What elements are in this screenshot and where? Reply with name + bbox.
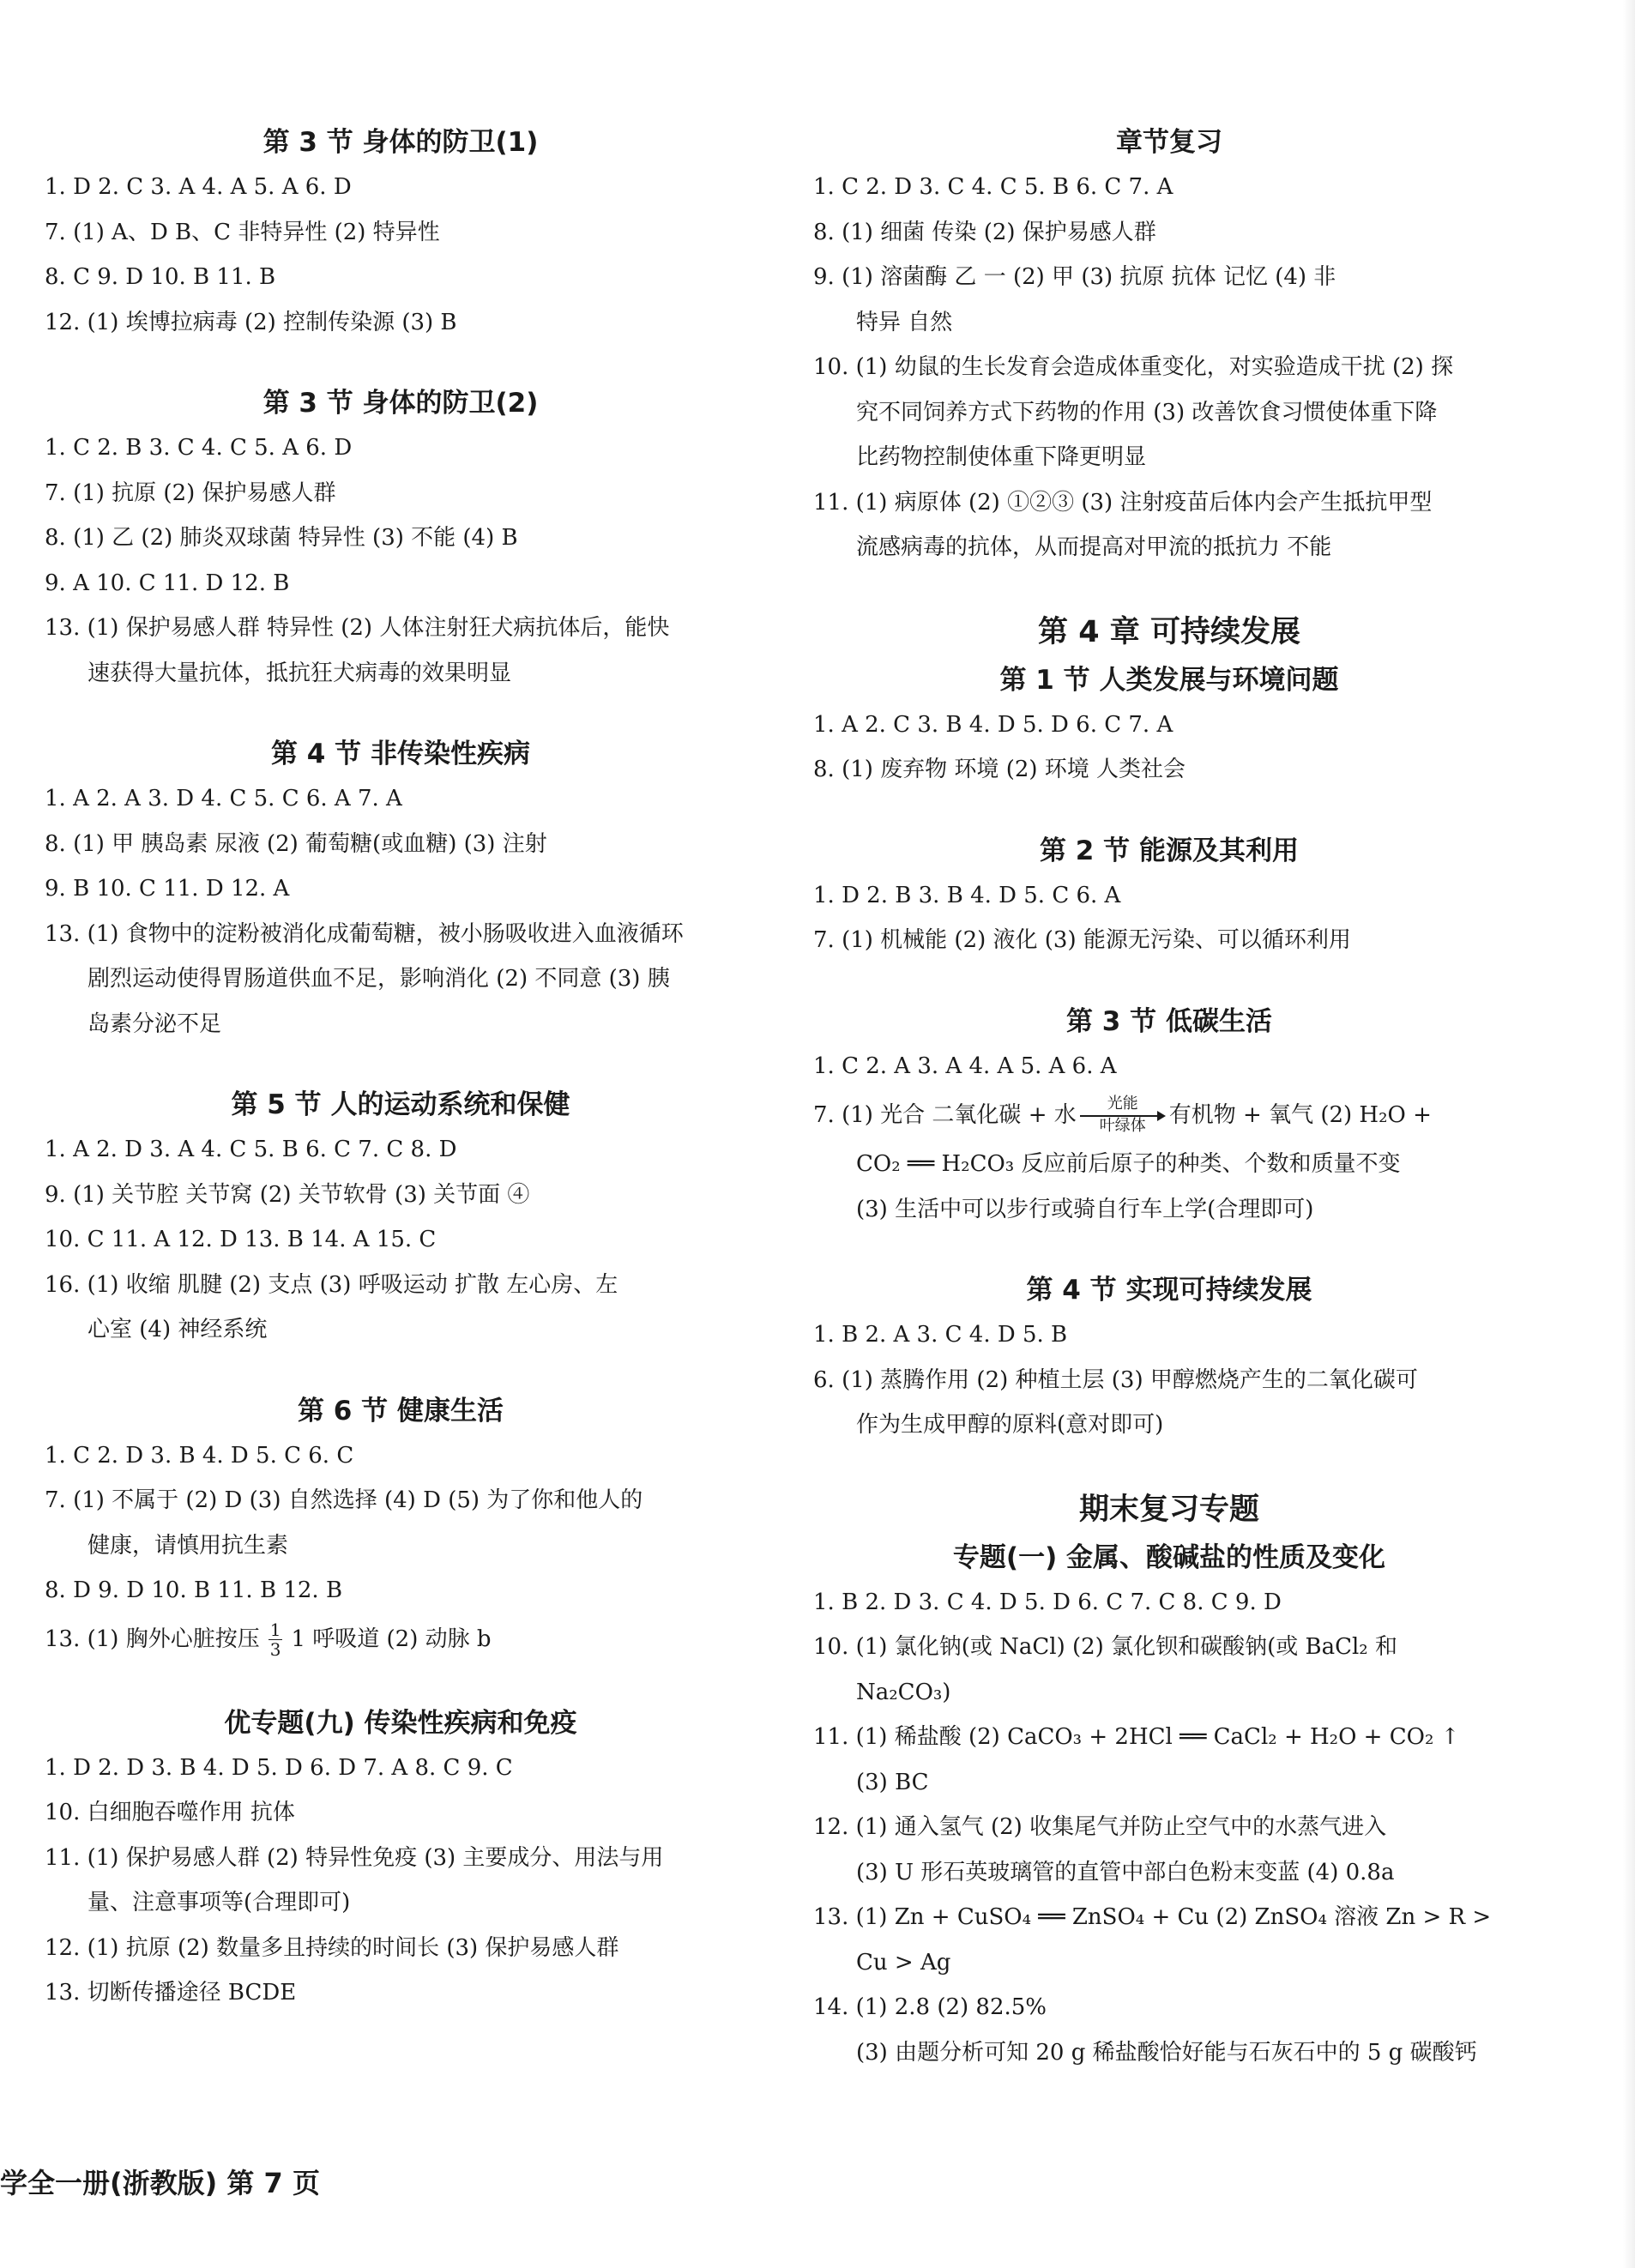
section-title: 第 2 节 能源及其利用 — [1040, 835, 1299, 866]
answer-line: 心室 (4) 神经系统 — [87, 1317, 268, 1342]
page-footer: 学全一册(浙教版) 第 7 页 — [0, 2167, 320, 2199]
section-title: 第 3 节 低碳生活 — [1066, 1005, 1272, 1037]
answer-line: 11. (1) 病原体 (2) ①②③ (3) 注射疫苗后体内会产生抵抗甲型 — [813, 489, 1433, 516]
answer-line: 1. C 2. D 3. C 4. C 5. B 6. C 7. A — [813, 174, 1173, 200]
answer-line-fraction — [45, 1614, 757, 1665]
answer-line: 8. (1) 乙 (2) 肺炎双球菌 特异性 (3) 不能 (4) B — [45, 525, 518, 551]
chapter-title: 第 4 章 可持续发展 — [1038, 614, 1300, 649]
answer-line: 岛素分泌不足 — [87, 1010, 222, 1037]
answer-line: 6. (1) 蒸腾作用 (2) 种植土层 (3) 甲醇燃烧产生的二氧化碳可 — [813, 1366, 1418, 1393]
answer-line: 12. (1) 抗原 (2) 数量多且持续的时间长 (3) 保护易感人群 — [45, 1934, 619, 1961]
section-title: 第 4 节 实现可持续发展 — [1026, 1275, 1312, 1306]
left-column — [45, 120, 757, 2016]
fraction — [268, 1620, 283, 1659]
section-title: 章节复习 — [1116, 127, 1222, 158]
answer-line: 11. (1) 保护易感人群 (2) 特异性免疫 (3) 主要成分、用法与用 — [45, 1844, 664, 1871]
section-title: 第 5 节 人的运动系统和保健 — [231, 1089, 570, 1120]
right-column — [813, 120, 1525, 2075]
arrow-condition-top: 光能 — [1107, 1095, 1138, 1113]
answer-line: 1. C 2. B 3. C 4. C 5. A 6. D — [45, 435, 353, 461]
answer-text: 1 呼吸道 (2) 动脉 b — [291, 1626, 492, 1652]
answer-line: 健康，请慎用抗生素 — [87, 1532, 289, 1559]
section-title: 第 3 节 身体的防卫(1) — [262, 127, 539, 158]
answer-line: 12. (1) 通入氢气 (2) 收集尾气并防止空气中的水蒸气进入 — [813, 1814, 1387, 1840]
answer-line: 7. (1) 机械能 (2) 液化 (3) 能源无污染、可以循环利用 — [813, 927, 1351, 953]
page-edge — [1623, 0, 1635, 2268]
answer-line: 1. D 2. B 3. B 4. D 5. C 6. A — [813, 882, 1121, 908]
answer-line: 10. C 11. A 12. D 13. B 14. A 15. C — [45, 1227, 437, 1252]
arrow-condition-bottom: 叶绿体 — [1099, 1117, 1146, 1135]
answer-line: 9. A 10. C 11. D 12. B — [45, 570, 290, 596]
answer-line: 10. 白细胞吞噬作用 抗体 — [45, 1800, 295, 1825]
answer-line: (3) U 形石英玻璃管的直管中部白色粉末变蓝 (4) 0.8a — [856, 1859, 1395, 1885]
section-title: 优专题(九) 传染性疾病和免疫 — [224, 1707, 577, 1739]
answer-line: 1. B 2. D 3. C 4. D 5. D 6. C 7. C 8. C 9. D — [813, 1589, 1282, 1615]
reaction-arrow-icon — [1080, 1094, 1166, 1138]
answer-line: 特异 自然 — [856, 309, 953, 335]
fraction-numerator: 1 — [269, 1620, 281, 1640]
answer-line: 9. (1) 溶菌酶 乙 一 (2) 甲 (3) 抗原 抗体 记忆 (4) 非 — [813, 264, 1336, 290]
answer-line: 1. A 2. C 3. B 4. D 5. D 6. C 7. A — [813, 711, 1173, 738]
answer-line: 8. C 9. D 10. B 11. B — [45, 264, 276, 290]
answer-text: 13. (1) 胸外心脏按压 — [45, 1626, 260, 1652]
section-title: 第 6 节 健康生活 — [298, 1395, 504, 1427]
equation-text: 有机物 + 氧气 (2) H₂O + — [1168, 1102, 1432, 1128]
answer-line: 比药物控制使体重下降更明显 — [856, 444, 1147, 470]
answer-line: 8. (1) 甲 胰岛素 尿液 (2) 葡萄糖(或血糖) (3) 注射 — [45, 830, 547, 857]
answer-line: 7. (1) 抗原 (2) 保护易感人群 — [45, 480, 336, 506]
answer-line: 8. (1) 细菌 传染 (2) 保护易感人群 — [813, 219, 1156, 245]
answer-line: 1. D 2. D 3. B 4. D 5. D 6. D 7. A 8. C 9. C — [45, 1754, 513, 1781]
answer-line: 剧烈运动使得胃肠道供血不足，影响消化 (2) 不同意 (3) 胰 — [87, 966, 670, 992]
answer-line: 13. 切断传播途径 BCDE — [45, 1980, 297, 2006]
answer-line: Cu > Ag — [856, 1949, 951, 1975]
answer-line: 12. (1) 埃博拉病毒 (2) 控制传染源 (3) B — [45, 309, 457, 335]
answer-line: 速获得大量抗体，抵抗狂犬病毒的效果明显 — [87, 660, 512, 686]
answer-line: 1. B 2. A 3. C 4. D 5. B — [813, 1322, 1068, 1348]
answer-line: 1. A 2. A 3. D 4. C 5. C 6. A 7. A — [45, 786, 402, 811]
answer-line: 13. (1) Zn + CuSO₄ ══ ZnSO₄ + Cu (2) ZnSO₄ 溶液 Zn > R > — [813, 1904, 1492, 1930]
section-title: 第 4 节 非传染性疾病 — [271, 739, 530, 769]
answer-line: (3) 由题分析可知 20 g 稀盐酸恰好能与石灰石中的 5 g 碳酸钙 — [856, 2039, 1477, 2066]
answer-line: 究不同饲养方式下药物的作用 (3) 改善饮食习惯使体重下降 — [856, 399, 1438, 425]
section-title: 第 3 节 身体的防卫(2) — [262, 388, 539, 419]
answer-line: 10. (1) 幼鼠的生长发育会造成体重变化，对实验造成干扰 (2) 探 — [813, 354, 1454, 380]
answer-line: Na₂CO₃) — [856, 1679, 951, 1705]
answer-line: 流感病毒的抗体，从而提高对甲流的抵抗力 不能 — [856, 534, 1332, 560]
answer-line: CO₂ ══ H₂CO₃ 反应前后原子的种类、个数和质量不变 — [856, 1151, 1401, 1177]
answer-line: (3) 生活中可以步行或骑自行车上学(合理即可) — [856, 1196, 1314, 1222]
answer-line: 14. (1) 2.8 (2) 82.5% — [813, 1994, 1047, 2020]
answer-line: 13. (1) 保护易感人群 特异性 (2) 人体注射狂犬病抗体后，能快 — [45, 615, 670, 641]
answer-line: 1. C 2. D 3. B 4. D 5. C 6. C — [45, 1442, 354, 1469]
answer-line: 16. (1) 收缩 肌腱 (2) 支点 (3) 呼吸运动 扩散 左心房、左 — [45, 1271, 618, 1298]
answer-line: (3) BC — [856, 1769, 929, 1795]
answer-line: 13. (1) 食物中的淀粉被消化成葡萄糖，被小肠吸收进入血液循环 — [45, 920, 684, 947]
section-title: 专题(一) 金属、酸碱盐的性质及变化 — [952, 1541, 1386, 1573]
chapter-title: 期末复习专题 — [1078, 1492, 1259, 1527]
answer-line: 1. D 2. C 3. A 4. A 5. A 6. D — [45, 174, 352, 200]
answer-line: 9. (1) 关节腔 关节窝 (2) 关节软骨 (3) 关节面 ④ — [45, 1181, 530, 1208]
answer-line: 9. B 10. C 11. D 12. A — [45, 876, 290, 902]
answer-line: 1. A 2. D 3. A 4. C 5. B 6. C 7. C 8. D — [45, 1137, 457, 1162]
answer-line-equation — [813, 1089, 1525, 1142]
section-title: 第 1 节 人类发展与环境问题 — [999, 664, 1339, 696]
answer-line: 作为生成甲醇的原料(意对即可) — [856, 1412, 1164, 1438]
answer-line: 7. (1) 不属于 (2) D (3) 自然选择 (4) D (5) 为了你和他人的 — [45, 1487, 643, 1513]
answer-line: 8. D 9. D 10. B 11. B 12. B — [45, 1577, 343, 1603]
answer-line: 8. (1) 废弃物 环境 (2) 环境 人类社会 — [813, 757, 1186, 782]
answer-line: 10. (1) 氯化钠(或 NaCl) (2) 氯化钡和碳酸钠(或 BaCl₂ 和 — [813, 1634, 1397, 1660]
answer-line: 量、注意事项等(合理即可) — [87, 1890, 351, 1915]
answer-line: 1. C 2. A 3. A 4. A 5. A 6. A — [813, 1053, 1117, 1079]
fraction-denominator: 3 — [269, 1639, 281, 1660]
answer-line: 11. (1) 稀盐酸 (2) CaCO₃ + 2HCl ══ CaCl₂ + H₂O + CO₂ ↑ — [813, 1724, 1460, 1750]
answer-line: 7. (1) A、D B、C 非特异性 (2) 特异性 — [45, 219, 440, 245]
equation-text: 7. (1) 光合 二氧化碳 + 水 — [813, 1102, 1077, 1128]
